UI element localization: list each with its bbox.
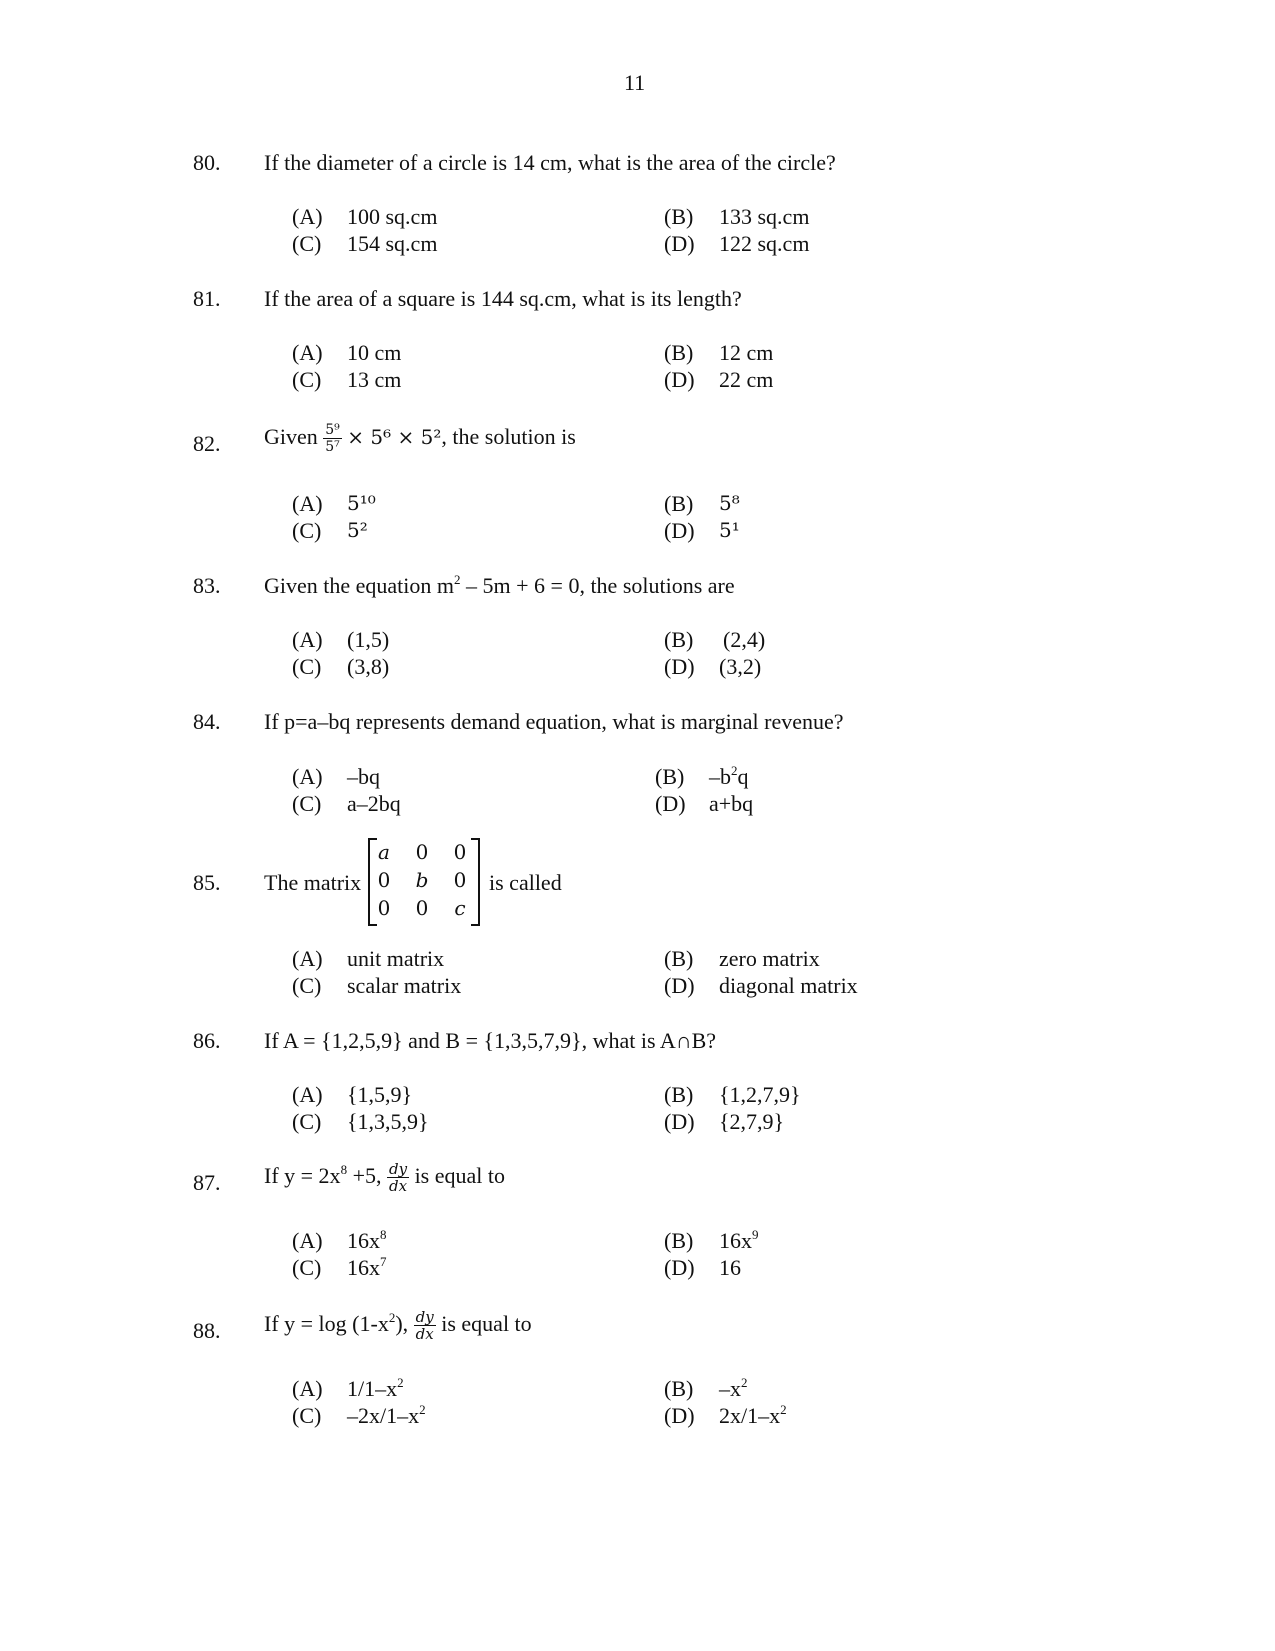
text-part: 2x/1–x bbox=[719, 1403, 781, 1428]
option-d-label: (D) bbox=[664, 1109, 695, 1134]
option-a: (1,5) bbox=[347, 627, 390, 652]
question-number: 87. bbox=[193, 1170, 221, 1195]
option-b: (2,4) bbox=[723, 627, 766, 652]
option-c: a–2bq bbox=[347, 791, 401, 816]
option-c bbox=[347, 1402, 426, 1428]
question-number: 82. bbox=[193, 431, 221, 456]
question-text: If A = {1,2,5,9} and B = {1,3,5,7,9}, what is A∩B? bbox=[264, 1028, 717, 1053]
text-part: If y = log (1-x bbox=[264, 1311, 389, 1336]
option-c: 13 cm bbox=[347, 367, 402, 392]
option-c-label: (C) bbox=[292, 518, 322, 543]
option-a: 10 cm bbox=[347, 340, 402, 365]
option-c-label: (C) bbox=[292, 367, 322, 392]
question-number: 81. bbox=[193, 286, 221, 311]
option-b-label: (B) bbox=[664, 946, 694, 971]
option-a-label: (A) bbox=[292, 1376, 323, 1401]
option-c-label: (C) bbox=[292, 1255, 322, 1280]
option-d bbox=[719, 1402, 787, 1428]
text-part: 16x bbox=[347, 1228, 380, 1253]
fraction-numerator: dy bbox=[415, 1308, 434, 1327]
text-part: If y = 2x bbox=[264, 1163, 341, 1188]
question-text: If p=a–bq represents demand equation, what is marginal revenue? bbox=[264, 709, 844, 734]
option-a-label: (A) bbox=[292, 946, 323, 971]
option-b-label: (B) bbox=[664, 1082, 694, 1107]
matrix-cell: 0 bbox=[415, 896, 429, 920]
question-number: 80. bbox=[193, 150, 221, 175]
option-d-label: (D) bbox=[664, 654, 695, 679]
matrix-cell: 0 bbox=[377, 896, 391, 920]
option-d-label: (D) bbox=[664, 1255, 695, 1280]
expression: × 5⁶ × 5² bbox=[347, 425, 442, 449]
option-b: 133 sq.cm bbox=[719, 204, 810, 229]
superscript: 8 bbox=[340, 1162, 348, 1177]
option-d-label: (D) bbox=[655, 791, 686, 816]
option-d: {2,7,9} bbox=[719, 1109, 785, 1134]
matrix-right-bracket bbox=[471, 838, 480, 926]
option-d-label: (D) bbox=[664, 973, 695, 998]
option-a: {1,5,9} bbox=[347, 1082, 413, 1107]
option-d-label: (D) bbox=[664, 518, 695, 543]
derivative-fraction bbox=[387, 1161, 409, 1194]
fraction-numerator: dy bbox=[388, 1160, 408, 1179]
question-number: 85. bbox=[193, 870, 221, 895]
matrix-cell: c bbox=[454, 896, 466, 920]
superscript: 2 bbox=[780, 1402, 787, 1417]
option-c: (3,8) bbox=[347, 654, 390, 679]
option-c: 154 sq.cm bbox=[347, 231, 438, 256]
option-b-label: (B) bbox=[664, 627, 694, 652]
superscript: 2 bbox=[388, 1310, 396, 1325]
option-c-label: (C) bbox=[292, 654, 322, 679]
option-d: diagonal matrix bbox=[719, 973, 858, 998]
option-c: {1,3,5,9} bbox=[347, 1109, 429, 1134]
option-c-label: (C) bbox=[292, 973, 322, 998]
option-a-label: (A) bbox=[292, 340, 323, 365]
option-a: 100 sq.cm bbox=[347, 204, 438, 229]
fraction-numerator: 5⁹ bbox=[325, 422, 340, 439]
derivative-fraction bbox=[414, 1309, 436, 1342]
superscript: 7 bbox=[380, 1254, 387, 1269]
option-b-label: (B) bbox=[655, 764, 685, 789]
option-b bbox=[719, 1375, 748, 1401]
page-number: 11 bbox=[624, 70, 646, 95]
option-c-label: (C) bbox=[292, 1109, 322, 1134]
superscript: 2 bbox=[454, 572, 461, 587]
text-part: q bbox=[737, 764, 749, 789]
matrix-cell: 0 bbox=[415, 840, 429, 864]
option-c-label: (C) bbox=[292, 231, 322, 256]
option-a-label: (A) bbox=[292, 1228, 323, 1253]
option-d: 16 bbox=[719, 1255, 741, 1280]
option-d: (3,2) bbox=[719, 654, 762, 679]
matrix-cell: 0 bbox=[377, 868, 391, 892]
matrix-cell: 0 bbox=[453, 840, 467, 864]
superscript: 2 bbox=[397, 1375, 404, 1390]
option-c bbox=[347, 1254, 387, 1280]
text-part: +5, bbox=[347, 1163, 387, 1188]
option-d: 22 cm bbox=[719, 367, 774, 392]
question-text: If the area of a square is 144 sq.cm, what is its length? bbox=[264, 286, 742, 311]
option-a-label: (A) bbox=[292, 204, 323, 229]
text-part: 1/1–x bbox=[347, 1376, 398, 1401]
option-b bbox=[709, 763, 749, 789]
text-part: –2x/1–x bbox=[347, 1403, 420, 1428]
superscript: 9 bbox=[752, 1227, 759, 1242]
option-a bbox=[347, 1227, 387, 1253]
question-tail: , the solution is bbox=[441, 424, 576, 449]
question-text bbox=[264, 572, 735, 598]
text-part: 16x bbox=[719, 1228, 752, 1253]
matrix-cell: a bbox=[378, 840, 390, 864]
option-b: 12 cm bbox=[719, 340, 774, 365]
superscript: 8 bbox=[380, 1227, 387, 1242]
text-part: ), bbox=[395, 1311, 414, 1336]
question-text: If the diameter of a circle is 14 cm, what is the area of the circle? bbox=[264, 150, 836, 175]
option-d-label: (D) bbox=[664, 231, 695, 256]
option-c: scalar matrix bbox=[347, 973, 462, 998]
superscript: 2 bbox=[731, 763, 738, 778]
option-d: a+bq bbox=[709, 791, 754, 816]
question-number: 88. bbox=[193, 1318, 221, 1343]
text-part: is equal to bbox=[409, 1163, 505, 1188]
option-b-label: (B) bbox=[664, 1376, 694, 1401]
text-part: is equal to bbox=[435, 1311, 532, 1336]
matrix bbox=[368, 838, 480, 924]
question-text bbox=[264, 419, 576, 455]
option-c-label: (C) bbox=[292, 1403, 322, 1428]
option-b-label: (B) bbox=[664, 1228, 694, 1253]
option-c-label: (C) bbox=[292, 791, 322, 816]
option-d: 122 sq.cm bbox=[719, 231, 810, 256]
text-part: –x bbox=[719, 1376, 741, 1401]
text-part: – 5m + 6 = 0, the solutions are bbox=[460, 573, 735, 598]
option-a: –bq bbox=[347, 764, 380, 789]
question-text bbox=[264, 1158, 505, 1194]
option-d-label: (D) bbox=[664, 367, 695, 392]
option-b: zero matrix bbox=[719, 946, 820, 971]
option-a-label: (A) bbox=[292, 627, 323, 652]
option-d-label: (D) bbox=[664, 1403, 695, 1428]
option-a-label: (A) bbox=[292, 1082, 323, 1107]
question-number: 84. bbox=[193, 709, 221, 734]
fraction bbox=[323, 422, 342, 455]
question-text bbox=[264, 1306, 532, 1342]
option-d: 5¹ bbox=[719, 518, 740, 542]
matrix-cell: b bbox=[415, 868, 429, 892]
given-word: Given bbox=[264, 424, 318, 449]
question-text-suffix: is called bbox=[489, 870, 562, 895]
option-b-label: (B) bbox=[664, 340, 694, 365]
fraction-denominator: 5⁷ bbox=[325, 439, 340, 456]
option-b: 5⁸ bbox=[719, 491, 740, 515]
text-part: –b bbox=[709, 764, 731, 789]
option-b-label: (B) bbox=[664, 204, 694, 229]
question-number: 83. bbox=[193, 573, 221, 598]
option-a: unit matrix bbox=[347, 946, 445, 971]
option-b: {1,2,7,9} bbox=[719, 1082, 801, 1107]
option-a-label: (A) bbox=[292, 764, 323, 789]
fraction-denominator: dx bbox=[388, 1177, 408, 1196]
option-a-label: (A) bbox=[292, 491, 323, 516]
option-a bbox=[347, 1375, 404, 1401]
option-c: 5² bbox=[347, 518, 368, 542]
superscript: 2 bbox=[419, 1402, 426, 1417]
text-part: Given the equation m bbox=[264, 573, 455, 598]
question-number: 86. bbox=[193, 1028, 221, 1053]
text-part: 16x bbox=[347, 1255, 380, 1280]
option-b-label: (B) bbox=[664, 491, 694, 516]
superscript: 2 bbox=[741, 1375, 748, 1390]
matrix-cell: 0 bbox=[453, 868, 467, 892]
fraction-denominator: dx bbox=[415, 1325, 434, 1344]
option-a: 5¹⁰ bbox=[347, 491, 376, 515]
question-text-prefix: The matrix bbox=[264, 870, 362, 895]
option-b bbox=[719, 1227, 759, 1253]
